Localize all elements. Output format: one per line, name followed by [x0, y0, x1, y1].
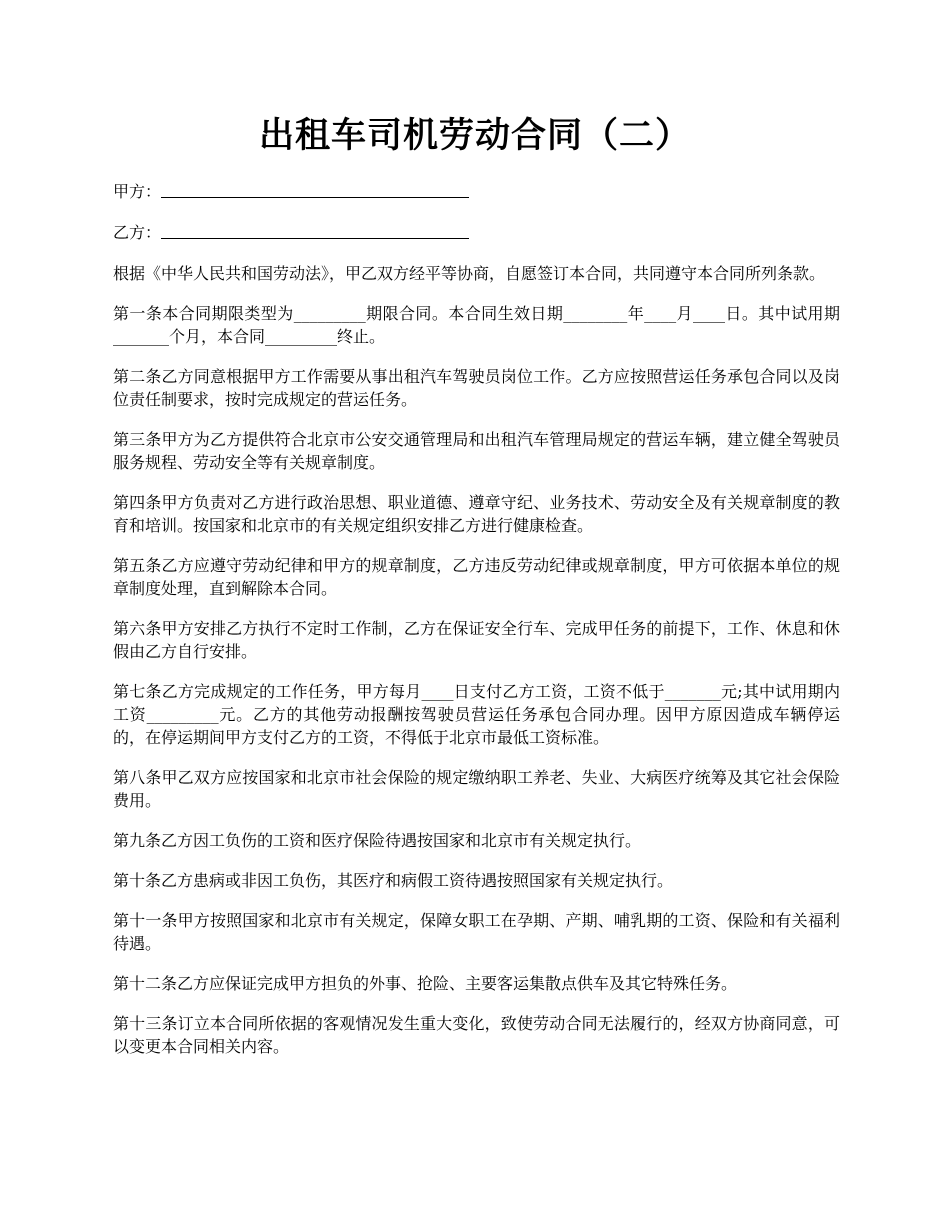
paragraph-article-9: 第九条乙方因工负伤的工资和医疗保险待遇按国家和北京市有关规定执行。 — [113, 831, 642, 850]
party-a-blank — [161, 180, 469, 198]
party-a-label: 甲方： — [113, 182, 162, 201]
paragraph-article-4: 第四条甲方负责对乙方进行政治思想、职业道德、遵章守纪、业务技术、劳动安全及有关规章制度的教育和培训。按国家和北京市的有关规定组织安排乙方进行健康检查。 — [113, 493, 840, 535]
paragraph-article-7: 第七条乙方完成规定的工作任务，甲方每月____日支付乙方工资，工资不低于_______元;其中试用期内工资_________元。乙方的其他劳动报酬按驾驶员营运任务承包合同办理。因甲方原因造成车辆停运的，在停运期间甲方支付乙方的工资，不得低于北京市最低工资标准。 — [113, 682, 840, 747]
paragraph-article-13: 第十三条订立本合同所依据的客观情况发生重大变化，致使劳动合同无法履行的，经双方协商同意，可以变更本合同相关内容。 — [113, 1014, 840, 1056]
document-title: 出租车司机劳动合同（二） — [258, 116, 691, 156]
paragraph-article-12: 第十二条乙方应保证完成甲方担负的外事、抢险、主要客运集散点供车及其它特殊任务。 — [113, 974, 738, 993]
paragraph-article-2: 第二条乙方同意根据甲方工作需要从事出租汽车驾驶员岗位工作。乙方应按照营运任务承包合同以及岗位责任制要求，按时完成规定的营运任务。 — [113, 367, 840, 409]
paragraph-article-11: 第十一条甲方按照国家和北京市有关规定，保障女职工在孕期、产期、哺乳期的工资、保险和有关福利待遇。 — [113, 911, 840, 953]
paragraph-article-8: 第八条甲乙双方应按国家和北京市社会保险的规定缴纳职工养老、失业、大病医疗统筹及其它社会保险费用。 — [113, 768, 840, 810]
party-a-line — [113, 180, 840, 203]
party-b-line — [113, 221, 840, 244]
paragraph-article-5: 第五条乙方应遵守劳动纪律和甲方的规章制度，乙方违反劳动纪律或规章制度，甲方可依据本单位的规章制度处理，直到解除本合同。 — [113, 556, 840, 598]
paragraph-article-1: 第一条本合同期限类型为_________期限合同。本合同生效日期________年____月____日。其中试用期_______个月，本合同_________终止。 — [113, 304, 840, 346]
paragraph-article-3: 第三条甲方为乙方提供符合北京市公安交通管理局和出租汽车管理局规定的营运车辆，建立健全驾驶员服务规程、劳动安全等有关规章制度。 — [113, 430, 840, 472]
paragraph-article-6: 第六条甲方安排乙方执行不定时工作制，乙方在保证安全行车、完成甲任务的前提下，工作、休息和休假由乙方自行安排。 — [113, 619, 840, 661]
document-body — [113, 180, 840, 1075]
paragraph-article-10: 第十条乙方患病或非因工负伤，其医疗和病假工资待遇按照国家有关规定执行。 — [113, 871, 674, 890]
party-b-label: 乙方： — [113, 223, 162, 242]
party-b-blank — [161, 221, 469, 239]
paragraph-preamble: 根据《中华人民共和国劳动法》，甲乙双方经平等协商，自愿签订本合同，共同遵守本合同所列条款。 — [113, 264, 826, 283]
